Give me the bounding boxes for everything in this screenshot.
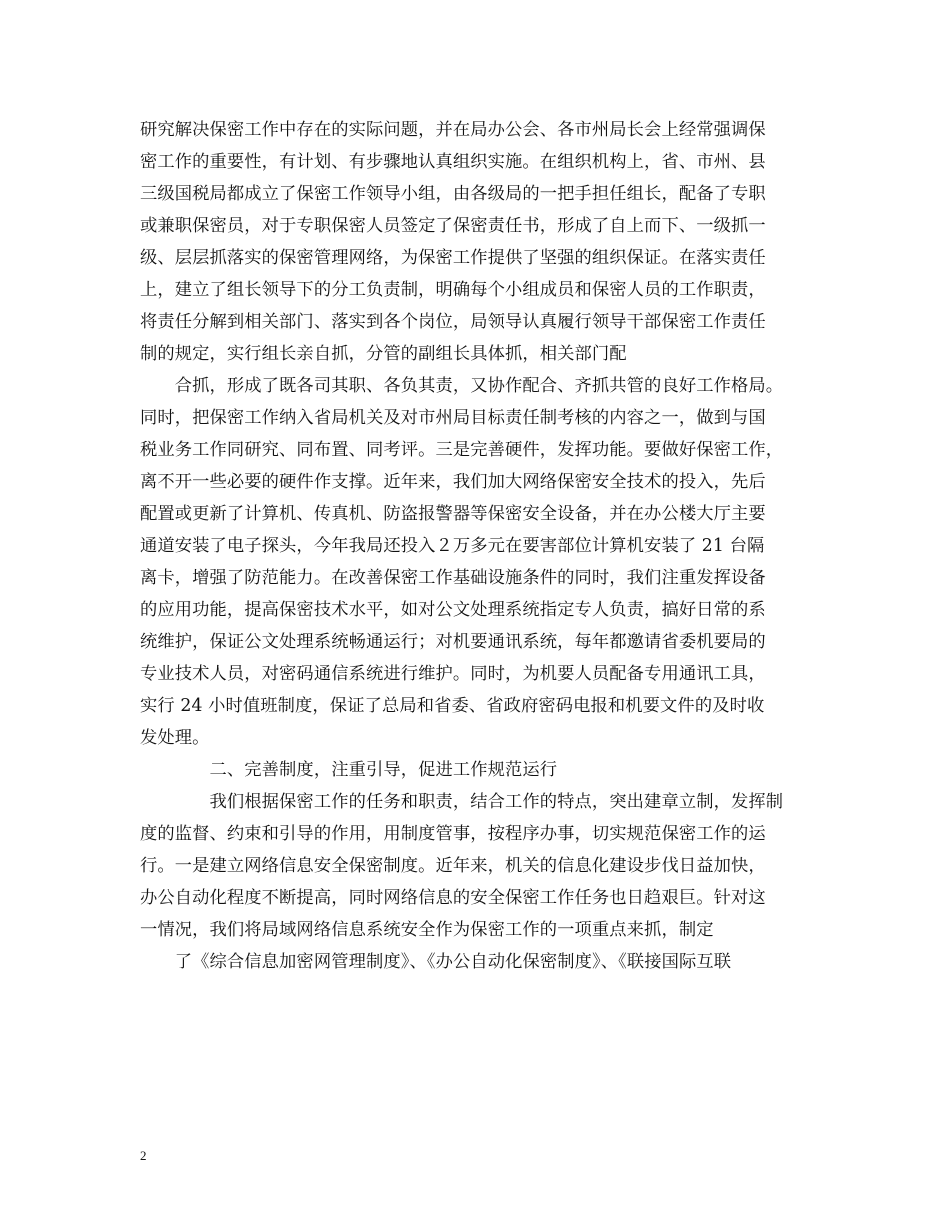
body-text-line: 或兼职保密员，对于专职保密人员签定了保密责任书，形成了自上而下、一级抓一 [140,216,766,236]
body-text-line: 将责任分解到相关部门、落实到各个岗位，局领导认真履行领导干部保密工作责任 [140,312,766,332]
body-text-line: 的应用功能，提高保密技术水平，如对公文处理系统指定专人负责，搞好日常的系 [140,600,766,620]
body-text-line: 发处理。 [140,728,210,748]
body-text-line: 专业技术人员，对密码通信系统进行维护。同时，为机要人员配备专用通讯工具， [140,664,766,684]
body-text-line: 一情况，我们将局域网络信息系统安全作为保密工作的一项重点来抓，制定 [140,920,714,940]
body-text-line: 了《综合信息加密网管理制度》、《办公自动化保密制度》、《联接国际互联 [140,952,732,972]
body-text-line: 通道安装了电子探头，今年我局还投入２万多元在要害部位计算机安装了 21 台隔 [140,536,765,556]
body-text-line: 级、层层抓落实的保密管理网络，为保密工作提供了坚强的组织保证。在落实责任 [140,248,766,268]
body-text-line: 离卡，增强了防范能力。在改善保密工作基础设施条件的同时，我们注重发挥设备 [140,568,766,588]
body-text-line: 统维护，保证公文处理系统畅通运行；对机要通讯系统，每年都邀请省委机要局的 [140,632,766,652]
body-text-line: 上，建立了组长领导下的分工负责制，明确每个小组成员和保密人员的工作职责， [140,280,766,300]
body-text-line: 合抓，形成了既各司其职、各负其责，又协作配合、齐抓共管的良好工作格局。 [140,376,784,396]
body-text-line: 行。一是建立网络信息安全保密制度。近年来，机关的信息化建设步伐日益加快， [140,856,766,876]
body-text-line: 办公自动化程度不断提高，同时网络信息的安全保密工作任务也日趋艰巨。针对这 [140,888,766,908]
body-text-line: 密工作的重要性，有计划、有步骤地认真组织实施。在组织机构上，省、市州、县 [140,152,766,172]
body-text-line: 同时，把保密工作纳入省局机关及对市州局目标责任制考核的内容之一，做到与国 [140,408,766,428]
body-text-line: 离不开一些必要的硬件作支撑。近年来，我们加大网络保密安全技术的投入，先后 [140,472,766,492]
page-number: 2 [140,1148,147,1163]
body-text-line: 配置或更新了计算机、传真机、防盗报警器等保密安全设备，并在办公楼大厅主要 [140,504,766,524]
body-text-line: 制的规定，实行组长亲自抓，分管的副组长具体抓，相关部门配 [140,344,627,364]
section-heading: 二、完善制度，注重引导，促进工作规范运行 [140,760,558,780]
body-text-line: 税业务工作同研究、同布置、同考评。三是完善硬件，发挥功能。要做好保密工作， [140,440,784,460]
body-text-line: 研究解决保密工作中存在的实际问题，并在局办公会、各市州局长会上经常强调保 [140,120,766,140]
body-text-line: 三级国税局都成立了保密工作领导小组，由各级局的一把手担任组长，配备了专职 [140,184,766,204]
body-text-line: 我们根据保密工作的任务和职责，结合工作的特点，突出建章立制，发挥制 [140,792,784,812]
body-text-line: 度的监督、约束和引导的作用，用制度管事，按程序办事，切实规范保密工作的运 [140,824,766,844]
body-text-line: 实行 24 小时值班制度，保证了总局和省委、省政府密码电报和机要文件的及时收 [140,696,765,716]
